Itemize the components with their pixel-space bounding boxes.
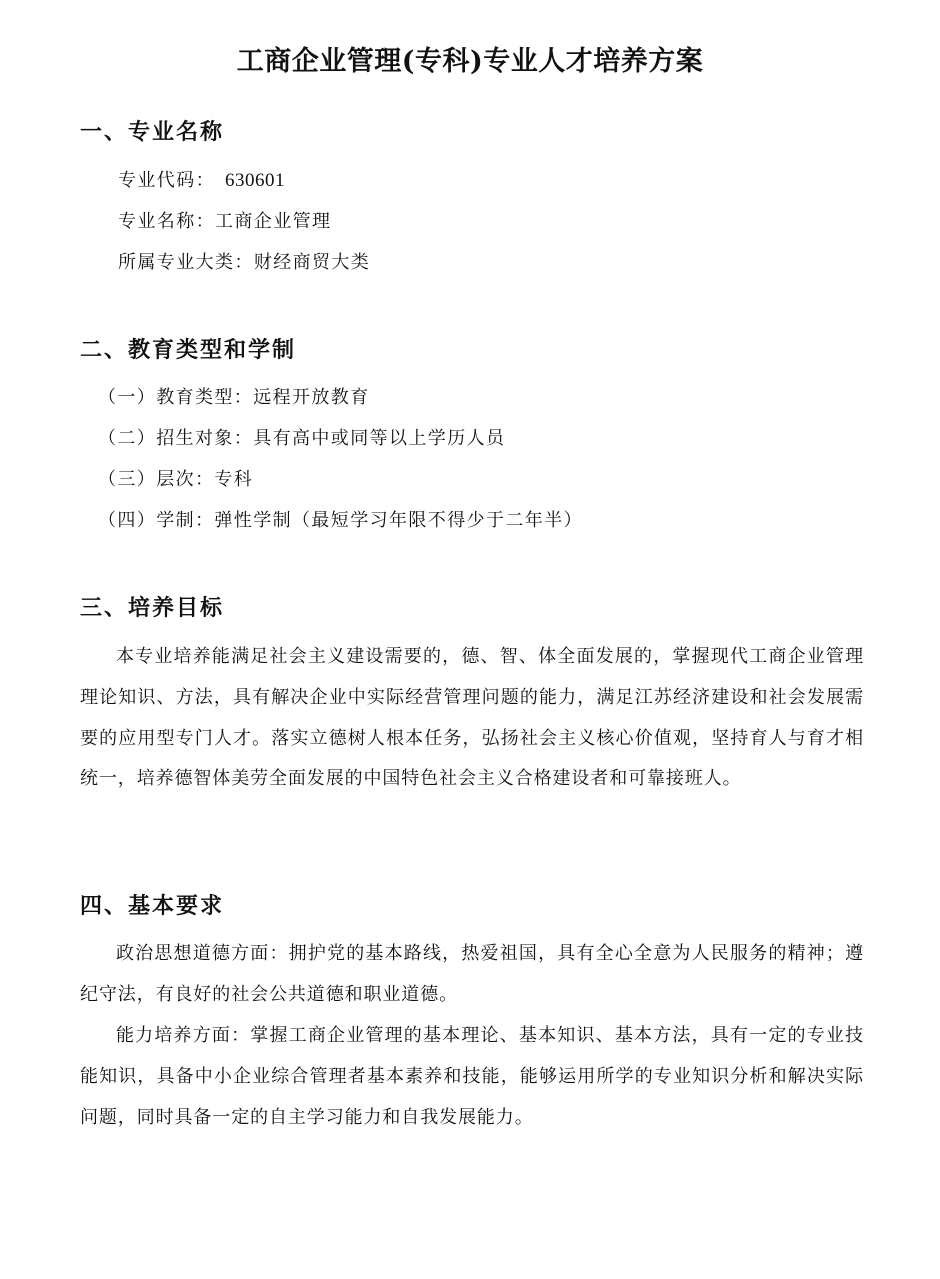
field-major-code [118,166,285,196]
field-label: 所属专业大类： [118,252,254,273]
paragraph-training-goal: 本专业培养能满足社会主义建设需要的，德、智、体全面发展的，掌握现代工商企业管理理论知识、方法，具有解决企业中实际经营管理问题的能力，满足江苏经济建设和社会发展需要的应用型专门人才。落实立德树人根本任务，弘扬社会主义核心价值观，坚持育人与育才相统一，培养德智体美劳全面发展的中国特色社会主义合格建设者和可靠接班人。 [80,646,864,790]
paragraph-political-ethics: 政治思想道德方面：拥护党的基本路线，热爱祖国，具有全心全意为人民服务的精神；遵纪守法，有良好的社会公共道德和职业道德。 [80,943,864,1005]
section-heading-education-type: 二、教育类型和学制 [80,338,297,363]
section-heading-basic-requirements: 四、基本要求 [80,894,225,919]
section-heading-training-goal: 三、培养目标 [80,596,225,621]
section-heading-major-name: 一、专业名称 [80,120,225,145]
list-item: （三）层次：专科 [98,469,254,490]
field-label: 专业代码： [118,170,215,191]
list-item: （二）招生对象：具有高中或同等以上学历人员 [98,428,506,449]
field-value: 财经商贸大类 [253,252,371,273]
paragraph-ability-training: 能力培养方面：掌握工商企业管理的基本理论、基本知识、基本方法，具有一定的专业技能知识，具备中小企业综合管理者基本素养和技能，能够运用所学的专业知识分析和解决实际问题，同时具备一定的自主学习能力和自我发展能力。 [80,1025,864,1128]
list-item: （四）学制：弹性学制（最短学习年限不得少于二年半） [98,510,583,531]
document-title: 工商企业管理(专科)专业人才培养方案 [236,46,704,77]
field-value: 630601 [225,170,285,191]
list-item: （一）教育类型：远程开放教育 [98,387,370,408]
field-label: 专业名称： [118,211,215,232]
field-value: 工商企业管理 [215,211,332,232]
field-major-category [118,248,370,278]
field-major-name [118,207,331,237]
